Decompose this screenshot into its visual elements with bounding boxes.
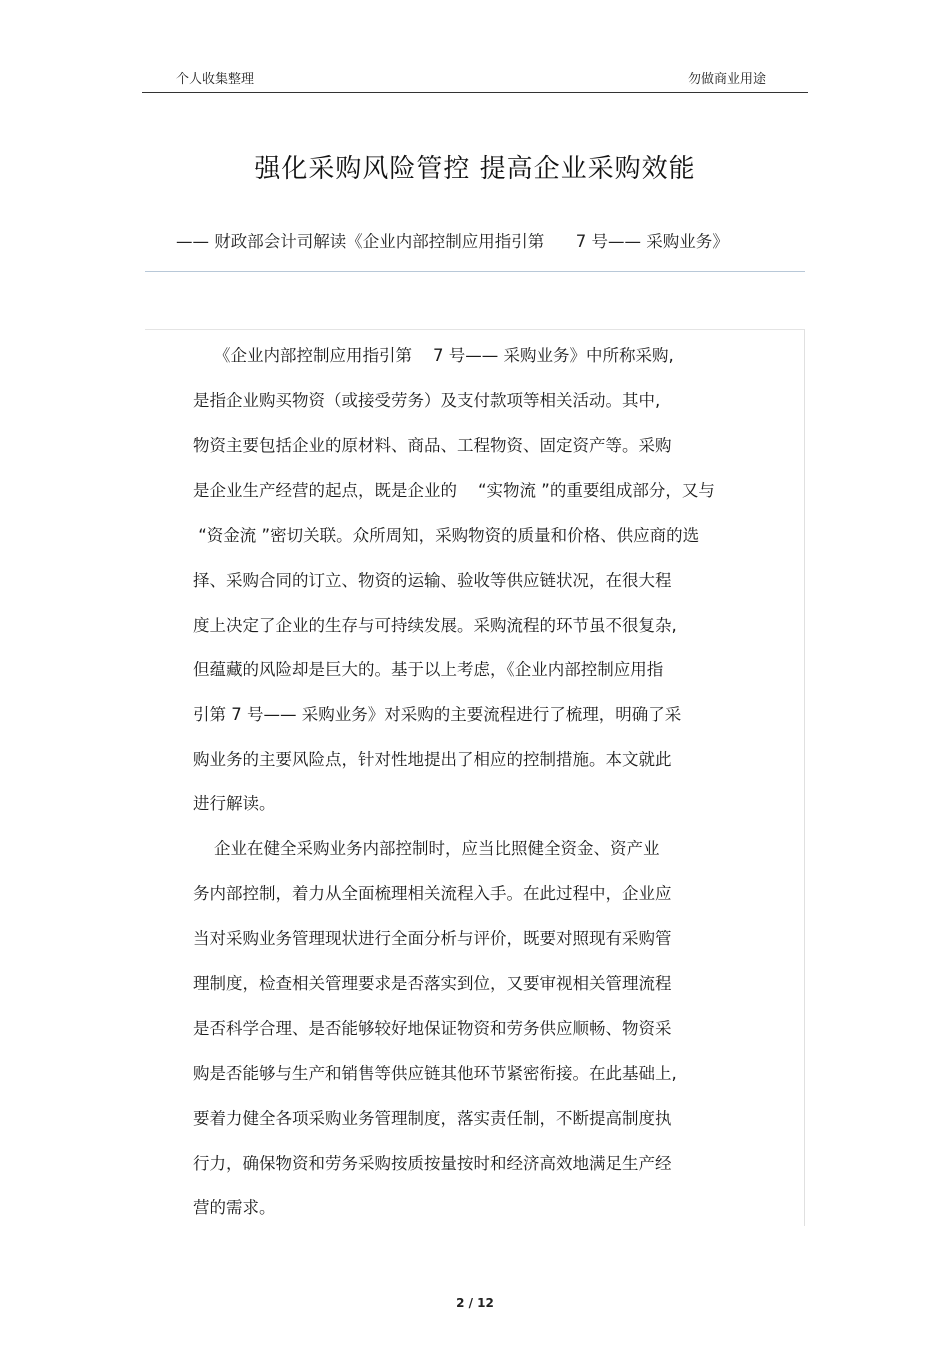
text-line: 是指企业购买物资（或接受劳务）及支付款项等相关活动。其中, xyxy=(193,391,661,410)
document-subtitle: —— 财政部会计司解读《企业内部控制应用指引第 7 号—— 采购业务》 xyxy=(176,232,729,251)
document-title: 强化采购风险管控 提高企业采购效能 xyxy=(254,154,696,184)
text-line: 行力，确保物资和劳务采购按质按量按时和经济高效地满足生产经 xyxy=(193,1154,672,1173)
text-line: 是企业生产经营的起点，既是企业的 “实物流 ”的重要组成部分，又与 xyxy=(193,481,715,500)
text-line: 是否科学合理、是否能够较好地保证物资和劳务供应顺畅、物资采 xyxy=(193,1019,672,1038)
text-line: 物资主要包括企业的原材料、商品、工程物资、固定资产等。采购 xyxy=(193,436,672,455)
text-line: “资金流 ”密切关联。众所周知，采购物资的质量和价格、供应商的选 xyxy=(193,526,700,545)
text-line: 务内部控制，着力从全面梳理相关流程入手。在此过程中，企业应 xyxy=(193,884,672,903)
text-line: 《企业内部控制应用指引第 7 号—— 采购业务》中所称采购, xyxy=(193,346,674,365)
header-right-text: 勿做商业用途 xyxy=(687,72,766,87)
text-line: 购是否能够与生产和销售等供应链其他环节紧密衔接。在此基础上, xyxy=(193,1064,677,1083)
text-line: 但蕴藏的风险却是巨大的。基于以上考虑，《企业内部控制应用指 xyxy=(193,660,664,679)
text-line: 引第 7 号—— 采购业务》对采购的主要流程进行了梳理，明确了采 xyxy=(193,705,682,724)
content-frame xyxy=(145,329,805,1226)
text-line: 购业务的主要风险点，针对性地提出了相应的控制措施。本文就此 xyxy=(193,750,672,769)
title-divider xyxy=(145,271,805,272)
page-number: 2 / 12 xyxy=(456,1296,494,1310)
text-line: 度上决定了企业的生存与可持续发展。采购流程的环节虽不很复杂, xyxy=(193,616,677,635)
text-line: 要着力健全各项采购业务管理制度，落实责任制，不断提高制度执 xyxy=(193,1109,672,1128)
text-line: 进行解读。 xyxy=(193,794,276,813)
page-header xyxy=(142,0,808,93)
text-line: 当对采购业务管理现状进行全面分析与评价，既要对照现有采购管 xyxy=(193,929,672,948)
text-line: 理制度，检查相关管理要求是否落实到位，又要审视相关管理流程 xyxy=(193,974,672,993)
text-line: 择、采购合同的订立、物资的运输、验收等供应链状况，在很大程 xyxy=(193,571,672,590)
text-line: 企业在健全采购业务内部控制时，应当比照健全资金、资产业 xyxy=(193,839,660,858)
text-line: 营的需求。 xyxy=(193,1198,276,1217)
header-left-text: 个人收集整理 xyxy=(176,72,255,87)
